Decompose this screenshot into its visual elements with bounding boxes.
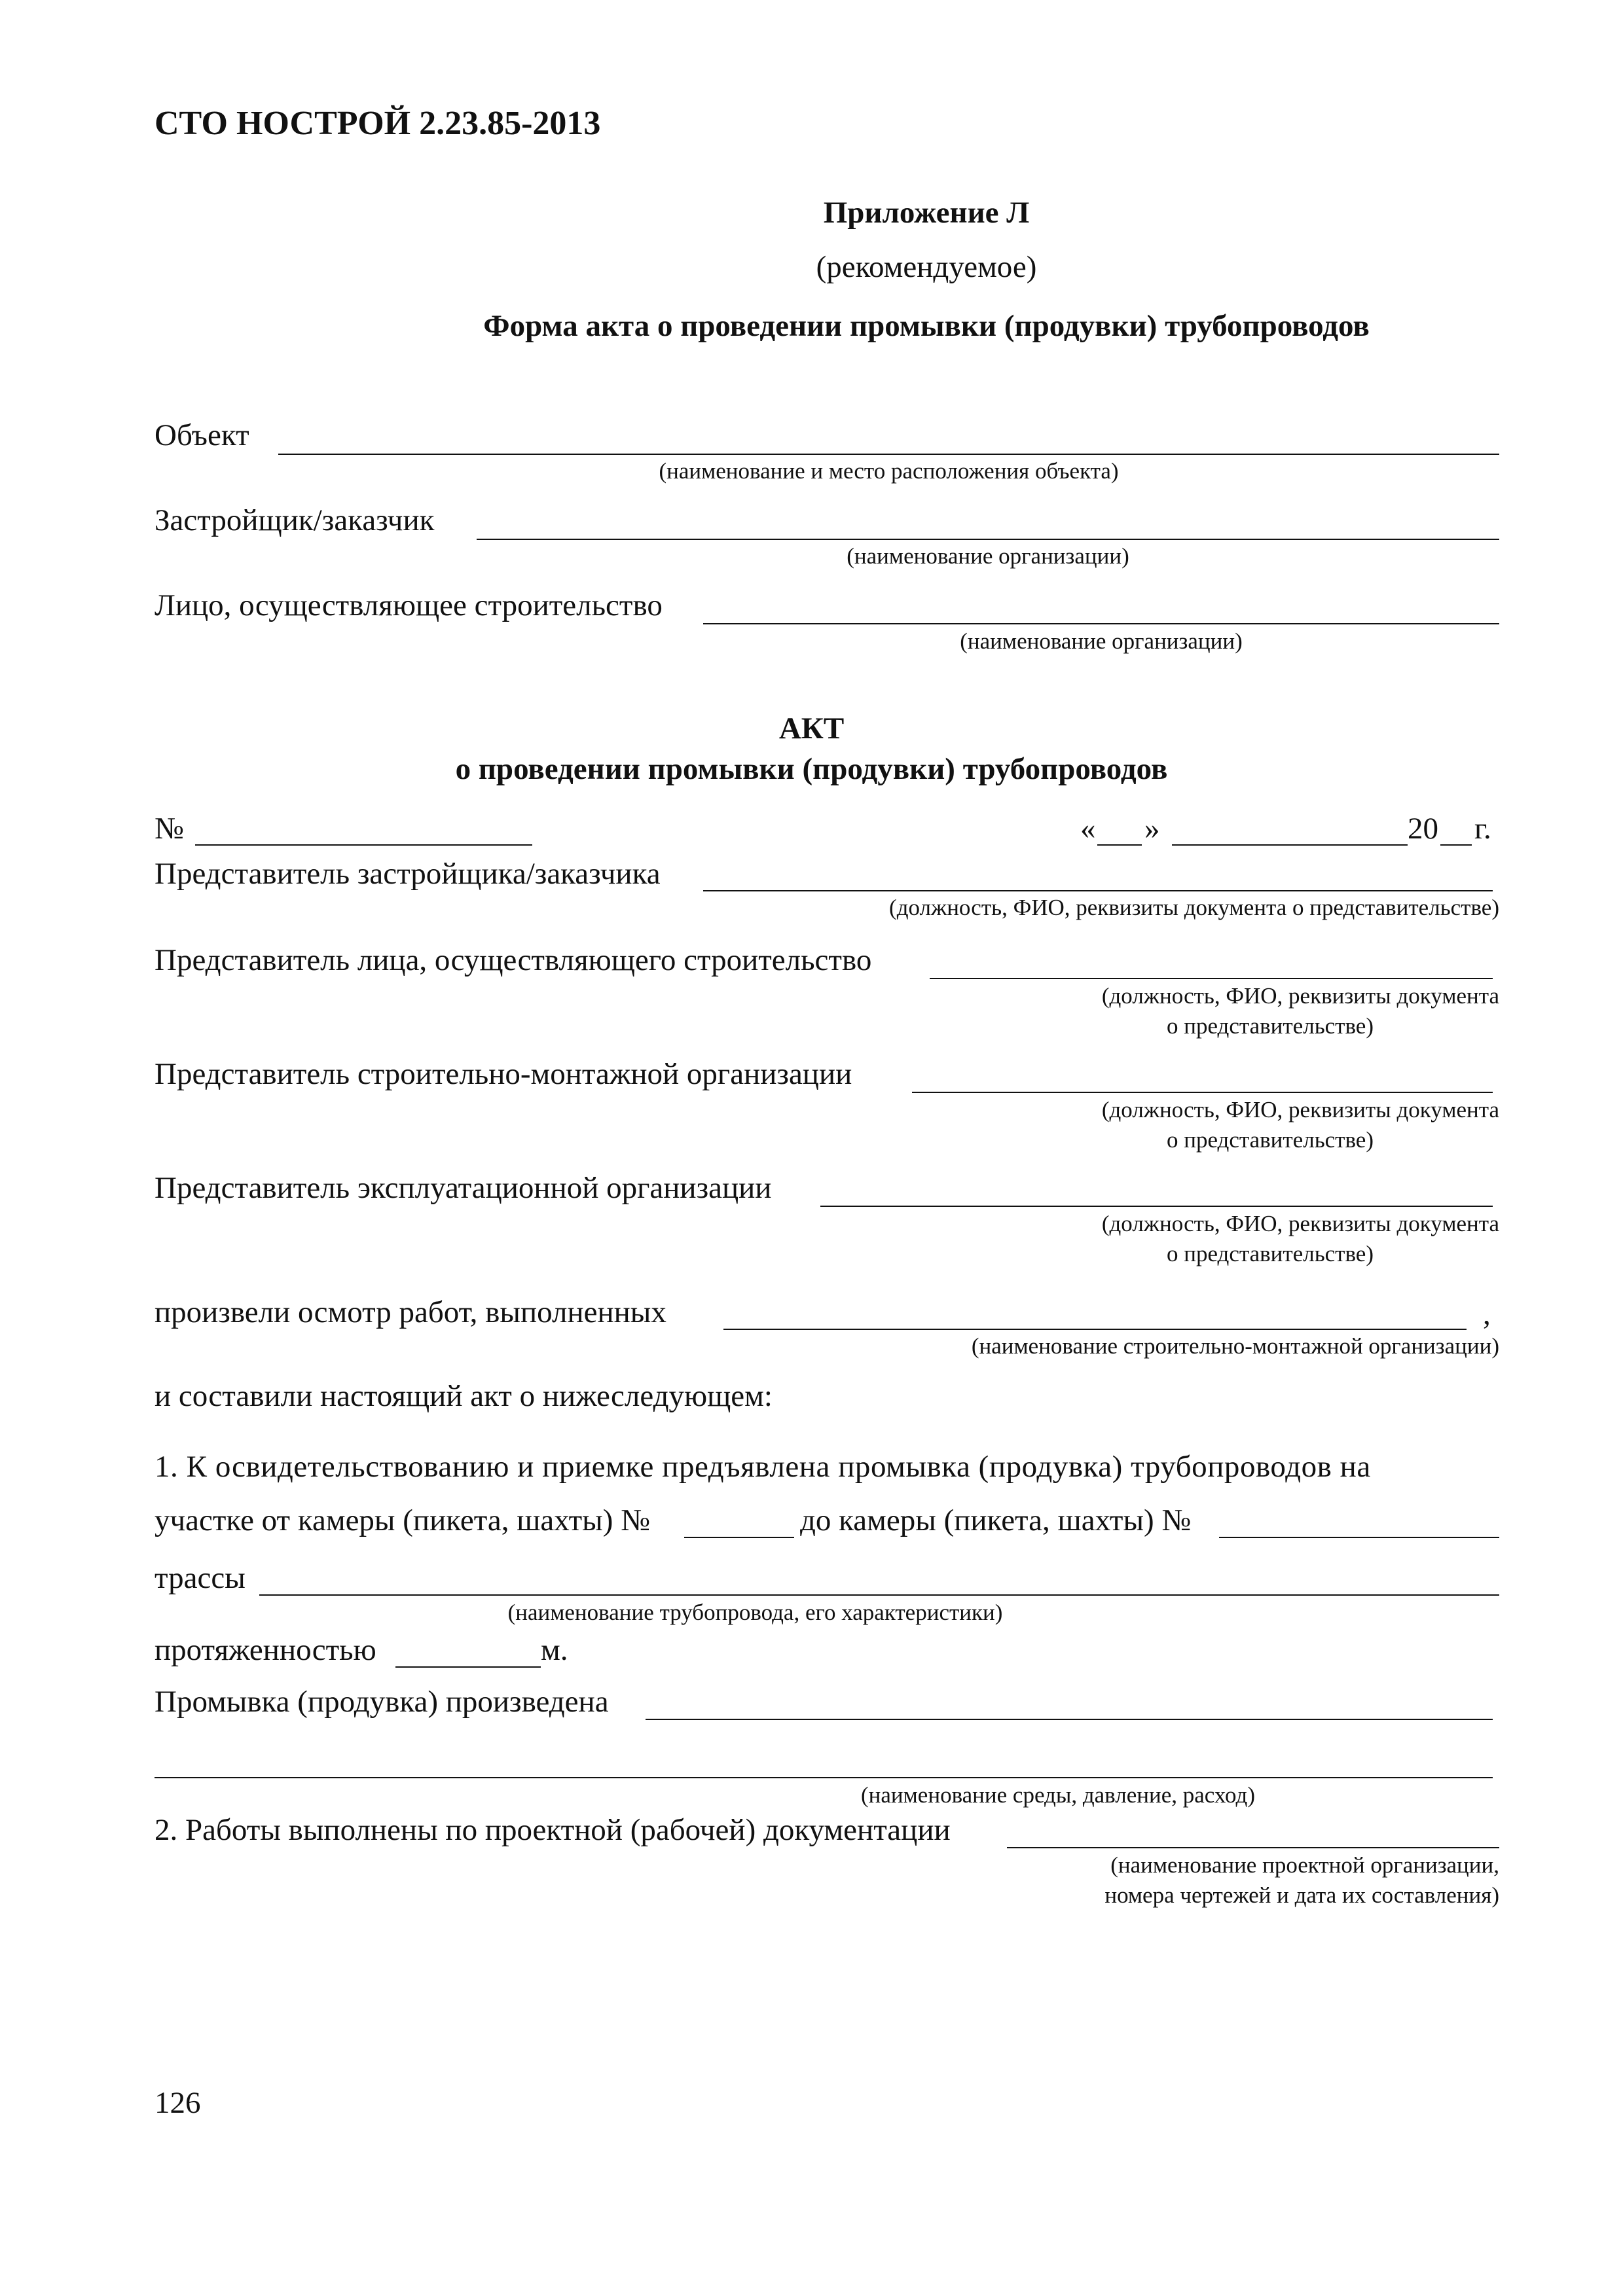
section-to-input-line[interactable]	[1219, 1537, 1499, 1538]
rep-builder-input-line[interactable]	[930, 978, 1493, 979]
rep-operator-label: Представитель эксплуатационной организации	[155, 1171, 772, 1205]
builder-label: Лицо, осуществляющее строительство	[155, 588, 663, 622]
date-year-suffix: г.	[1474, 812, 1491, 846]
object-label: Объект	[155, 418, 249, 452]
route-input-line[interactable]	[259, 1594, 1499, 1596]
flush-input-line-2[interactable]	[155, 1777, 1493, 1778]
item1-route-label: трассы	[155, 1561, 246, 1595]
date-year-input-line[interactable]	[1440, 844, 1472, 846]
builder-input-line[interactable]	[703, 623, 1499, 624]
inspection-caption: (наименование строительно-монтажной организации)	[971, 1333, 1499, 1359]
item1-text: 1. К освидетельствованию и приемке предъявлена промывка (продувка) трубопроводов на	[155, 1450, 1371, 1484]
date-month-input-line[interactable]	[1172, 844, 1408, 846]
rep-installer-caption-1: (должность, ФИО, реквизиты документа	[1101, 1097, 1499, 1122]
rep-installer-input-line[interactable]	[912, 1092, 1493, 1093]
act-title: АКТ	[778, 711, 845, 745]
date-day-input-line[interactable]	[1097, 844, 1142, 846]
length-input-line[interactable]	[395, 1666, 541, 1668]
object-input-line[interactable]	[278, 454, 1499, 455]
rep-operator-caption-1: (должность, ФИО, реквизиты документа	[1101, 1211, 1499, 1236]
customer-caption: (наименование организации)	[847, 543, 1129, 569]
date-open-quote: «	[1080, 812, 1096, 846]
act-subtitle: о проведении промывки (продувки) трубопроводов	[455, 752, 1168, 786]
date-year-prefix: 20	[1408, 812, 1438, 846]
rep-customer-caption: (должность, ФИО, реквизиты документа о представительстве)	[889, 895, 1499, 920]
inspection-comma: ,	[1483, 1297, 1491, 1331]
rep-builder-caption-2: о представительстве)	[1166, 1013, 1374, 1039]
rep-builder-label: Представитель лица, осуществляющего строительство	[155, 943, 872, 977]
customer-label: Застройщик/заказчик	[155, 503, 435, 537]
page-number: 126	[155, 2086, 201, 2120]
rep-operator-caption-2: о представительстве)	[1166, 1241, 1374, 1266]
inspection-conclusion: и составили настоящий акт о нижеследующем:	[155, 1379, 773, 1413]
act-number-input-line[interactable]	[195, 844, 532, 846]
customer-input-line[interactable]	[477, 539, 1499, 540]
rep-builder-caption-1: (должность, ФИО, реквизиты документа	[1101, 983, 1499, 1009]
rep-operator-input-line[interactable]	[820, 1206, 1493, 1207]
item1-section-to-label: до камеры (пикета, шахты) №	[800, 1503, 1192, 1537]
rep-customer-label: Представитель застройщика/заказчика	[155, 857, 661, 891]
item1-section-from-label: участке от камеры (пикета, шахты) №	[155, 1503, 650, 1537]
item1-route-caption: (наименование трубопровода, его характеристики)	[507, 1600, 1003, 1625]
item2-caption-1: (наименование проектной организации,	[1110, 1852, 1499, 1878]
item1-length-label: протяженностью	[155, 1633, 376, 1667]
item2-caption-2: номера чертежей и дата их составления)	[1104, 1882, 1499, 1908]
date-close-quote: »	[1144, 812, 1160, 846]
item2-text: 2. Работы выполнены по проектной (рабочей) документации	[155, 1813, 951, 1847]
inspection-input-line[interactable]	[723, 1329, 1467, 1330]
item1-length-unit: м.	[541, 1633, 568, 1667]
rep-installer-caption-2: о представительстве)	[1166, 1127, 1374, 1153]
inspection-label: произвели осмотр работ, выполненных	[155, 1295, 666, 1329]
form-title: Форма акта о проведении промывки (продувки) трубопроводов	[483, 309, 1370, 343]
builder-caption: (наименование организации)	[960, 628, 1243, 654]
object-caption: (наименование и место расположения объекта)	[659, 458, 1119, 484]
flush-input-line-1[interactable]	[646, 1719, 1493, 1720]
section-from-input-line[interactable]	[684, 1537, 794, 1538]
appendix-status: (рекомендуемое)	[816, 250, 1037, 284]
standard-code: СТО НОСТРОЙ 2.23.85-2013	[155, 105, 601, 142]
item1-flush-caption: (наименование среды, давление, расход)	[861, 1782, 1255, 1808]
item1-flush-label: Промывка (продувка) произведена	[155, 1685, 609, 1719]
rep-installer-label: Представитель строительно-монтажной организации	[155, 1057, 852, 1091]
appendix-title: Приложение Л	[823, 196, 1030, 230]
act-number-sign: №	[155, 812, 184, 846]
item2-input-line[interactable]	[1007, 1847, 1499, 1848]
rep-customer-input-line[interactable]	[703, 890, 1493, 891]
